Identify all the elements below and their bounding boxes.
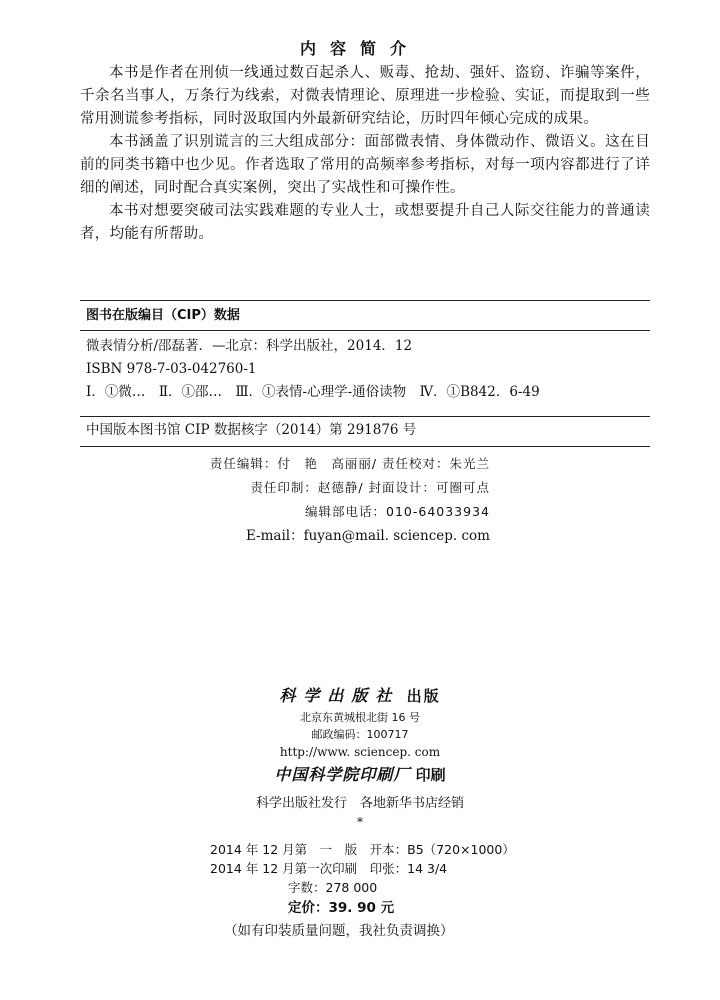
editorial-email: E-mail：fuyan@mail. sciencep. com	[245, 528, 490, 544]
publisher-postcode: 邮政编码：100717	[311, 728, 409, 741]
editorial-phone: 编辑部电话：010-64033934	[305, 504, 490, 519]
cip-line-title: 微表情分析/邵磊著．—北京：科学出版社，2014．12	[86, 338, 413, 354]
publisher-logo-text: 科学出版社	[279, 686, 400, 705]
cip-bottom-divider	[80, 446, 650, 447]
printer-suffix: 印刷	[415, 766, 446, 784]
distribution-line: 科学出版社发行 各地新华书店经销	[255, 796, 464, 811]
asterisk-separator: *	[357, 815, 363, 829]
intro-paragraph-2: 本书涵盖了识别谎言的三大组成部分：面部微表情、身体微动作、微语义。这在目前的同类书籍中也少见。作者选取了常用的高频率参考指标，对每一项内容都进行了详细的阐述，同时配合真实案例，突出了实战性和可操作性。	[80, 134, 650, 196]
cip-divider	[80, 416, 650, 417]
intro-title: 内容简介	[299, 39, 420, 58]
editor-credits: 责任编辑：付 艳 高丽丽/ 责任校对：朱光兰	[209, 456, 490, 471]
publisher-name	[0, 683, 720, 709]
cip-data-box	[80, 300, 650, 447]
staff-credits	[0, 452, 720, 548]
printer-logo-text: 中国科学院印刷厂	[274, 765, 411, 784]
cip-line-classification: Ⅰ．①微… Ⅱ．①邵… Ⅲ．①表情-心理学-通俗读物 Ⅳ．①B842．6-49	[86, 384, 540, 400]
publisher-url: http://www. sciencep. com	[279, 745, 441, 759]
price: 定价：39. 90 元	[288, 900, 395, 916]
edition-details	[210, 840, 570, 943]
intro-paragraph-3: 本书对想要突破司法实践难题的专业人士，或想要提升自己人际交往能力的普通读者，均能有所帮助。	[80, 203, 650, 242]
printing-line: 2014 年 12 月第一次印刷 印张：14 3/4	[210, 861, 448, 876]
cip-record-number: 中国版本图书馆 CIP 数据核字（2014）第 291876 号	[86, 422, 417, 438]
cip-lines	[86, 335, 646, 404]
cip-header: 图书在版编目（CIP）数据	[80, 301, 650, 331]
intro-section	[80, 62, 650, 246]
quality-notice: （如有印装质量问题，我社负责调换）	[224, 923, 454, 939]
publisher-suffix: 出版	[406, 687, 441, 705]
edition-line: 2014 年 12 月第 一 版 开本：B5（720×1000）	[210, 842, 515, 857]
publisher-block	[0, 683, 720, 829]
cip-line-isbn: ISBN 978-7-03-042760-1	[86, 361, 257, 377]
printer-name	[0, 763, 720, 787]
intro-paragraph-1: 本书是作者在刑侦一线通过数百起杀人、贩毒、抢劫、强奸、盗窃、诈骗等案件，千余名当事人，万条行为线索，对微表情理论、原理进一步检验、实证，而提取到一些常用测谎参考指标，同时汲取国内外最新研究结论，历时四年倾心完成的成果。	[80, 65, 650, 127]
word-count: 字数：278 000	[288, 880, 378, 895]
publisher-address: 北京东黄城根北街 16 号	[300, 711, 420, 724]
print-design-credits: 责任印制：赵德静/ 封面设计：可圈可点	[250, 480, 490, 495]
